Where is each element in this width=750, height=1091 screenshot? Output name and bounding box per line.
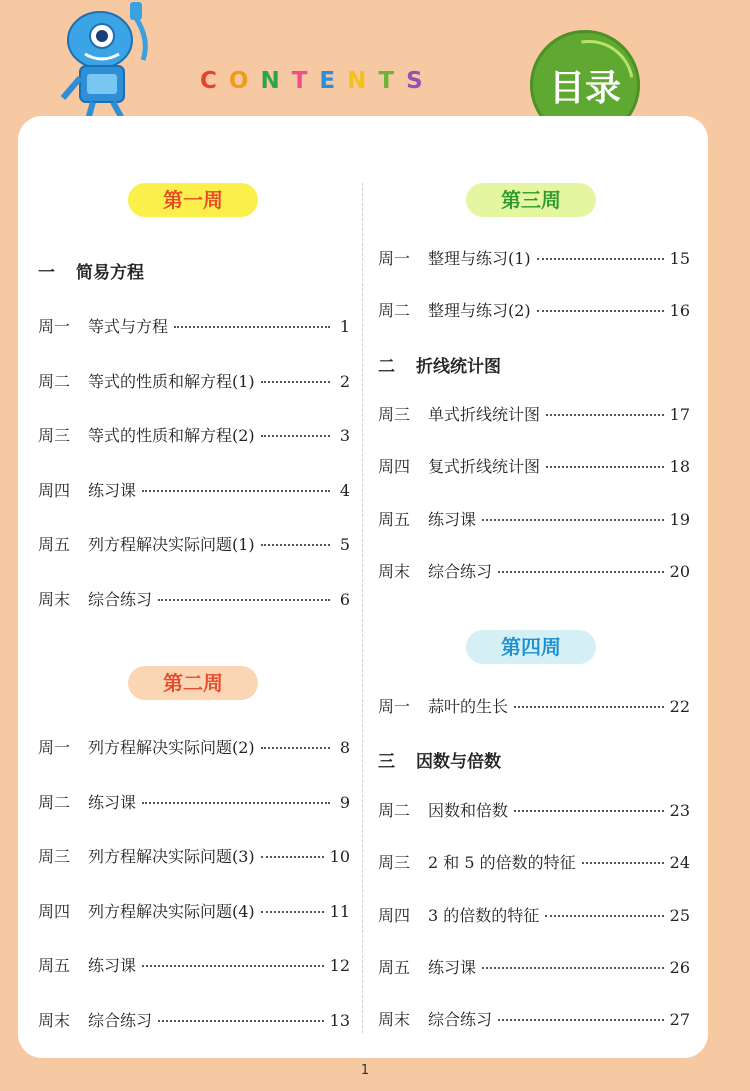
toc-entry-title: 因数和倍数 <box>428 801 509 820</box>
toc-entry-day: 周四 <box>378 905 411 925</box>
toc-entry-page: 22 <box>669 697 690 716</box>
toc-dot-leader <box>174 326 330 328</box>
toc-entry-page: 1 <box>339 317 350 336</box>
toc-dot-leader <box>261 381 330 383</box>
toc-entry[interactable] <box>378 559 690 582</box>
toc-entry-page: 20 <box>669 561 690 581</box>
contents-letter: S <box>406 68 435 94</box>
toc-dot-leader <box>261 435 330 437</box>
toc-entry-day: 周四 <box>378 457 411 477</box>
toc-entry-title: 练习课 <box>428 509 477 529</box>
toc-entry[interactable] <box>38 899 350 922</box>
section-heading <box>378 352 501 377</box>
toc-entry-title: 单式折线统计图 <box>428 405 541 424</box>
toc-entry-page: 6 <box>339 590 350 609</box>
toc-entry[interactable] <box>378 298 690 321</box>
contents-heading <box>200 68 435 94</box>
toc-dot-leader <box>545 915 663 917</box>
toc-entry-day: 周二 <box>378 301 411 320</box>
toc-dot-leader <box>482 967 664 969</box>
contents-letter: N <box>347 68 379 94</box>
toc-entry-title: 复式折线统计图 <box>428 457 541 477</box>
toc-entry[interactable] <box>38 844 350 867</box>
toc-entry-title: 整理与练习(1) <box>428 249 531 268</box>
toc-entry-day: 周三 <box>378 405 411 424</box>
section-title: 简易方程 <box>76 263 144 283</box>
toc-entry-page: 4 <box>339 480 350 500</box>
toc-entry[interactable] <box>38 369 350 392</box>
toc-entry[interactable] <box>38 478 350 501</box>
toc-entry-title: 列方程解决实际问题(1) <box>88 535 255 555</box>
toc-entry[interactable] <box>38 735 350 758</box>
column-divider <box>362 183 363 1033</box>
toc-dot-leader <box>261 856 324 858</box>
contents-letter: C <box>200 68 229 94</box>
toc-entry-day: 周末 <box>38 1011 71 1030</box>
section-number: 二 <box>378 357 395 377</box>
toc-entry-page: 18 <box>669 457 690 477</box>
contents-letter: T <box>378 68 407 94</box>
toc-dot-leader <box>582 862 664 864</box>
toc-entry-title: 练习课 <box>88 956 137 976</box>
toc-entry[interactable] <box>378 507 690 530</box>
toc-entry-title: 等式的性质和解方程(1) <box>88 371 255 391</box>
toc-entry-day: 周末 <box>378 561 411 581</box>
contents-letter: O <box>228 68 261 94</box>
toc-dot-leader <box>514 810 664 812</box>
toc-entry[interactable] <box>378 903 690 926</box>
toc-entry-page: 26 <box>669 957 690 977</box>
toc-entry-page: 25 <box>669 905 690 925</box>
toc-entry[interactable] <box>38 423 350 446</box>
toc-entry[interactable] <box>378 402 690 425</box>
toc-entry-day: 周二 <box>38 371 71 391</box>
toc-title: 目录 <box>548 68 621 109</box>
toc-entry-title: 2 和 5 的倍数的特征 <box>428 853 576 873</box>
toc-dot-leader <box>261 911 324 913</box>
toc-dot-leader <box>546 466 664 468</box>
toc-entry-day: 周五 <box>378 957 411 977</box>
toc-entry-day: 周四 <box>38 480 71 500</box>
toc-entry-title: 蒜叶的生长 <box>428 697 509 716</box>
toc-entry-title: 等式与方程 <box>88 317 169 336</box>
toc-dot-leader <box>482 519 664 521</box>
week4-label: 第四周 <box>466 630 596 664</box>
toc-entry-page: 3 <box>339 426 350 446</box>
toc-entry-day: 周一 <box>378 697 411 716</box>
toc-entry-day: 周三 <box>38 847 71 867</box>
toc-entry-day: 周末 <box>378 1010 411 1030</box>
contents-letter: E <box>319 68 348 94</box>
page-number: 1 <box>360 1063 370 1078</box>
toc-entry-day: 周五 <box>378 509 411 529</box>
section-title: 因数与倍数 <box>416 752 501 772</box>
section-number: 一 <box>38 263 55 283</box>
toc-dot-leader <box>261 747 330 749</box>
contents-letter: T <box>291 68 320 94</box>
toc-dot-leader <box>261 544 330 546</box>
toc-entry-page: 16 <box>669 301 690 320</box>
toc-entry-day: 周三 <box>378 853 411 873</box>
toc-entry[interactable] <box>378 694 690 717</box>
toc-entry[interactable] <box>378 798 690 821</box>
toc-dot-leader <box>142 490 330 492</box>
section-heading <box>378 747 501 772</box>
week2-label: 第二周 <box>128 666 258 700</box>
toc-entry[interactable] <box>38 1008 350 1031</box>
toc-entry-title: 3 的倍数的特征 <box>428 905 540 925</box>
toc-dot-leader <box>498 1019 664 1021</box>
toc-dot-leader <box>158 599 330 601</box>
toc-entry[interactable] <box>378 454 690 477</box>
toc-entry-title: 整理与练习(2) <box>428 301 531 320</box>
toc-entry-day: 周末 <box>38 590 71 609</box>
toc-entry-day: 周五 <box>38 956 71 976</box>
toc-entry-page: 24 <box>669 853 690 873</box>
toc-entry-page: 8 <box>339 738 350 757</box>
toc-dot-leader <box>514 706 664 708</box>
toc-dot-leader <box>546 414 664 416</box>
toc-entry-title: 练习课 <box>88 792 137 812</box>
toc-entry-page: 10 <box>329 847 350 867</box>
toc-entry-title: 列方程解决实际问题(4) <box>88 901 255 921</box>
toc-entry-page: 27 <box>669 1010 690 1030</box>
toc-entry-title: 练习课 <box>88 480 137 500</box>
toc-entry-day: 周三 <box>38 426 71 446</box>
toc-entry-title: 列方程解决实际问题(2) <box>88 738 255 757</box>
toc-entry-title: 列方程解决实际问题(3) <box>88 847 255 867</box>
toc-entry-day: 周一 <box>378 249 411 268</box>
toc-dot-leader <box>537 258 664 260</box>
toc-entry-title: 练习课 <box>428 957 477 977</box>
section-heading <box>38 258 144 283</box>
toc-entry[interactable] <box>378 850 690 873</box>
toc-entry[interactable] <box>38 587 350 610</box>
week1-label: 第一周 <box>128 183 258 217</box>
toc-entry[interactable] <box>38 314 350 337</box>
toc-entry-day: 周五 <box>38 535 71 555</box>
toc-dot-leader <box>142 965 324 967</box>
contents-letter: N <box>260 68 292 94</box>
section-number: 三 <box>378 752 395 772</box>
toc-entry-title: 综合练习 <box>88 1011 153 1030</box>
section-title: 折线统计图 <box>416 357 501 377</box>
toc-entry-page: 17 <box>669 405 690 424</box>
toc-entry-title: 综合练习 <box>88 590 153 609</box>
toc-entry[interactable] <box>38 790 350 813</box>
toc-entry-page: 19 <box>669 509 690 529</box>
toc-dot-leader <box>498 571 664 573</box>
week3-label: 第三周 <box>466 183 596 217</box>
toc-entry[interactable] <box>38 532 350 555</box>
toc-entry-title: 综合练习 <box>428 561 493 581</box>
toc-entry-page: 5 <box>339 535 350 555</box>
toc-entry[interactable] <box>378 246 690 269</box>
toc-entry-page: 9 <box>339 792 350 812</box>
toc-entry-page: 11 <box>329 901 350 921</box>
toc-entry-title: 等式的性质和解方程(2) <box>88 426 255 446</box>
toc-entry[interactable] <box>378 955 690 978</box>
toc-entry-page: 12 <box>329 956 350 976</box>
toc-entry-day: 周一 <box>38 738 71 757</box>
toc-entry-day: 周二 <box>378 801 411 820</box>
toc-entry-day: 周四 <box>38 901 71 921</box>
toc-entry[interactable] <box>378 1007 690 1030</box>
toc-entry-title: 综合练习 <box>428 1010 493 1030</box>
toc-entry-day: 周二 <box>38 792 71 812</box>
toc-entry-page: 13 <box>329 1011 350 1030</box>
toc-entry[interactable] <box>38 953 350 976</box>
toc-entry-page: 2 <box>339 371 350 391</box>
toc-dot-leader <box>537 310 664 312</box>
toc-entry-page: 15 <box>669 249 690 268</box>
toc-entry-page: 23 <box>669 801 690 820</box>
toc-dot-leader <box>158 1020 324 1022</box>
toc-entry-day: 周一 <box>38 317 71 336</box>
toc-dot-leader <box>142 802 330 804</box>
